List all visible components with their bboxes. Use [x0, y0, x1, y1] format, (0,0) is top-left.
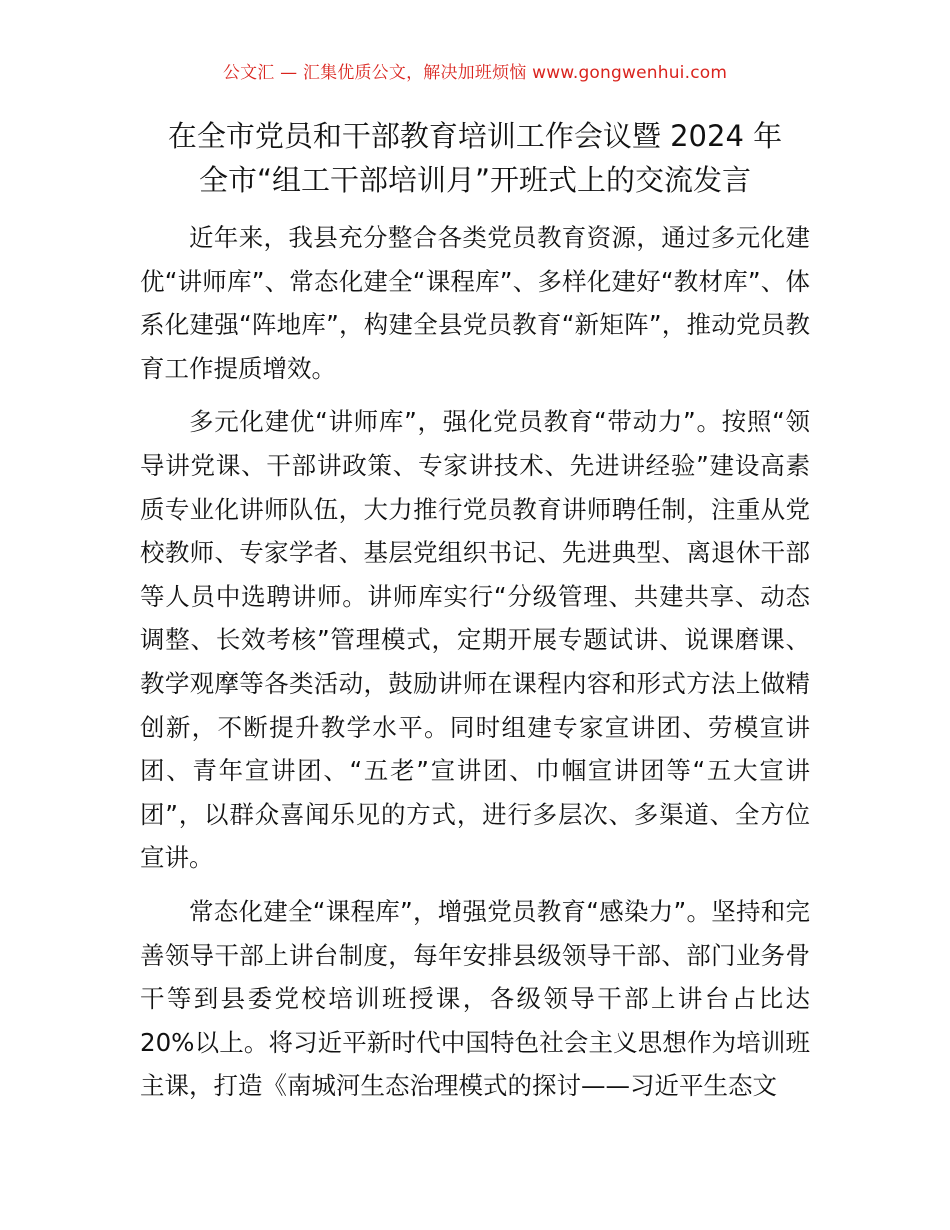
site-banner: 公文汇 — 汇集优质公文，解决加班烦恼 www.gongwenhui.com — [222, 63, 728, 83]
paragraph-intro: 近年来，我县充分整合各类党员教育资源，通过多元化建优“讲师库”、常态化建全“课程库”、多样化建好“教材库”、体系化建强“阵地库”，构建全县党员教育“新矩阵”，推动党员教育工作提质增效。 — [140, 223, 810, 383]
paragraph-lecturer-library: 多元化建优“讲师库”，强化党员教育“带动力”。按照“领导讲党课、干部讲政策、专家讲技术、先进讲经验”建设高素质专业化讲师队伍，大力推行党员教育讲师聘任制，注重从党校教师、专家学者、基层党组织书记、先进典型、离退休干部等人员中选聘讲师。讲师库实行“分级管理、共建共享、动态调整、长效考核”管理模式，定期开展专题试讲、说课磨课、教学观摩等各类活动，鼓励讲师在课程内容和形式方法上做精创新，不断提升教学水平。同时组建专家宣讲团、劳模宣讲团、青年宣讲团、“五老”宣讲团、巾帼宣讲团等“五大宣讲团”，以群众喜闻乐见的方式，进行多层次、多渠道、全方位宣讲。 — [140, 407, 810, 873]
title-line-1: 在全市党员和干部教育培训工作会议暨 2024 年 — [167, 119, 783, 153]
document-title — [140, 114, 810, 202]
document-body — [140, 216, 810, 1118]
paragraph-course-library: 常态化建全“课程库”，增强党员教育“感染力”。坚持和完善领导干部上讲台制度，每年安排县级领导干部、部门业务骨干等到县委党校培训班授课，各级领导干部上讲台占比达 20%以上。将习近平新时代中国特色社会主义思想作为培训班主课，打造《南城河生态治理模式的探讨——习近平生态文 — [140, 896, 810, 1101]
title-line-2: 全市“组工干部培训月”开班式上的交流发言 — [198, 163, 752, 197]
